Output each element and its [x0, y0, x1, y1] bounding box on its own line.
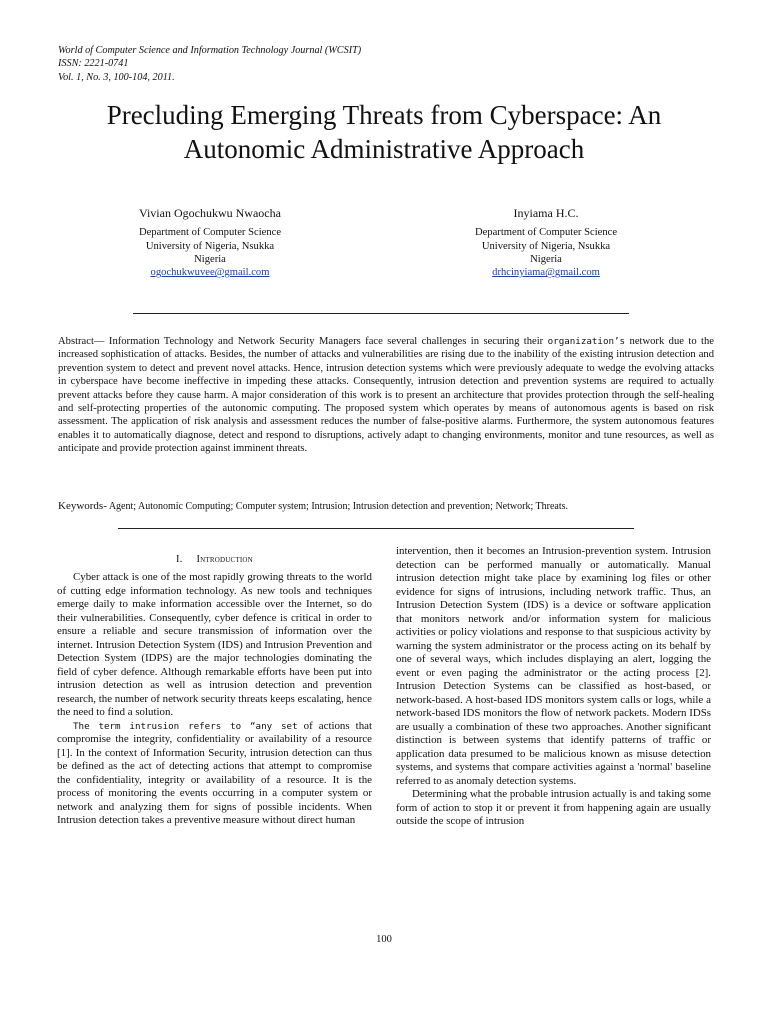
author-country: Nigeria [530, 253, 562, 265]
abstract-label: Abstract— [58, 336, 105, 347]
intro-paragraph-2-rest: of actions that compromise the integrity, confidentiality or availability of a resource [1]. In the context of Information Security, intrusion detection can thus be defined as the act of detecting actions that attempt to compromise the confidentiality, integrity or availability of a resource. It is the process of monitoring the events occurring in a computer system or network and analyzing them for signs of possible incidents. When Intrusion detection takes a preventive measure without direct human [57, 719, 372, 826]
journal-volume: Vol. 1, No. 3, 100-104, 2011. [58, 71, 175, 83]
author-name: Inyiama H.C. [513, 206, 579, 220]
title-line-2: Autonomic Administrative Approach [183, 134, 585, 164]
author-block-2 [426, 207, 666, 279]
author-block-1 [90, 207, 330, 279]
paper-title [0, 98, 768, 166]
intro-paragraph-1: Cyber attack is one of the most rapidly growing threats to the world of cutting edge information technology. As new tools and techniques emerge daily to make information accessible over the Internet, so do their vulnerabilities. Consequently, cyber defence is critical in order to ensure a reliable and secure transmission of information over the internet. Intrusion Detection System (IDS) and Intrusion Prevention and Detection System (IDPS) are the major technologies dominating the field of cyber defence. Although remarkable efforts have been put into intrusion detection as well as intrusion detection and prevention research, the number of network security threats keeps escalating, hence the need to find a solution. [57, 571, 372, 718]
author-email-link[interactable]: ogochukwuvee@gmail.com [150, 267, 270, 279]
intro-paragraph-3: intervention, then it becomes an Intrusion-prevention system. Intrusion detection can be performed manually or automatically. Manual intrusion detection might take place by examining log files or other evidence for signs of intrusions, including network traffic. Thus, an Intrusion Detection System (IDS) is a device or software application that monitors network and/or information system for malicious activities or policy violations and response to that suspicious activity by warning the system administrator or the process acting on its behalf by one of several ways, which includes displaying an alert, logging the event or even paging the administrator or the acting process [2]. Intrusion Detection Systems can be classified as host-based, or network-based. A host-based IDS monitors system calls or logs, while a network-based IDS monitors the flow of network packets. Modern IDSs are usually a combination of these two approaches. Another significant distinction is between systems that identify patterns of traffic or application data presumed to be malicious known as misuse detection systems, and systems that compare activities against a 'normal' baseline referred to as anomaly detection systems. [396, 545, 711, 787]
title-line-1: Precluding Emerging Threats from Cyberspace: An [106, 100, 662, 130]
divider-top [133, 313, 629, 314]
author-department: Department of Computer Science [138, 227, 282, 239]
abstract-text-rest: network due to the increased sophistication of attacks. Besides, the number of attacks and vulnerabilities are rising due to the inability of the existing intrusion detection and prevention system to detect and prevent novel attacks. Hence, intrusion detection systems which were previously adequate to wedge the evolving attacks in cyberspace have become ineffective in impeding these attacks. Consequently, intrusion detection and prevention systems are required to actually prevent attacks before they cause harm. A major consideration of this work is to present an architecture that provides protection through the self-healing and self-protecting properties of the autonomic computing. The proposed system which operates by means of autonomous agents is based on risk assessment. The application of risk analysis and assessment reduces the number of false-positive alarms. Furthermore, the system autonomous features enables it to automatically diagnose, detect and respond to disruptions, actively adapt to changing environments, monitor and tune resources, as well as anticipate and provide protection against imminent threats. [58, 336, 714, 455]
section-heading [57, 553, 372, 566]
keywords-text: Agent; Autonomic Computing; Computer system; Intrusion; Intrusion detection and prevention; Network; Threats. [106, 501, 569, 512]
author-name: Vivian Ogochukwu Nwaocha [139, 206, 281, 220]
divider-bottom [118, 528, 634, 529]
author-country: Nigeria [194, 253, 226, 265]
author-department: Department of Computer Science [474, 227, 618, 239]
author-email-link[interactable]: drhcinyiama@gmail.com [492, 267, 600, 279]
intro-paragraph-2-mono: The term intrusion refers to “any set [73, 720, 298, 732]
section-number: I. [176, 554, 183, 565]
journal-issn: ISSN: 2221-0741 [58, 58, 129, 70]
intro-paragraph-2 [57, 720, 372, 828]
page-number: 100 [376, 934, 392, 945]
abstract [58, 335, 714, 456]
abstract-org-word: organization’s [547, 336, 626, 347]
keywords [58, 500, 714, 513]
intro-paragraph-4: Determining what the probable intrusion actually is and taking some form of action to stop it or prevent it from happening again are usually outside the scope of intrusion [396, 788, 711, 827]
journal-name: World of Computer Science and Information Technology Journal (WCSIT) [58, 45, 362, 56]
journal-header [58, 44, 361, 84]
author-university: University of Nigeria, Nsukka [481, 240, 611, 252]
column-right [396, 545, 711, 829]
abstract-text-start: Information Technology and Network Security Managers face several challenges in securing their [104, 336, 548, 347]
keywords-label: Keywords- [58, 500, 107, 512]
author-university: University of Nigeria, Nsukka [145, 240, 275, 252]
section-title: Introduction [196, 554, 253, 565]
column-left [57, 545, 372, 828]
